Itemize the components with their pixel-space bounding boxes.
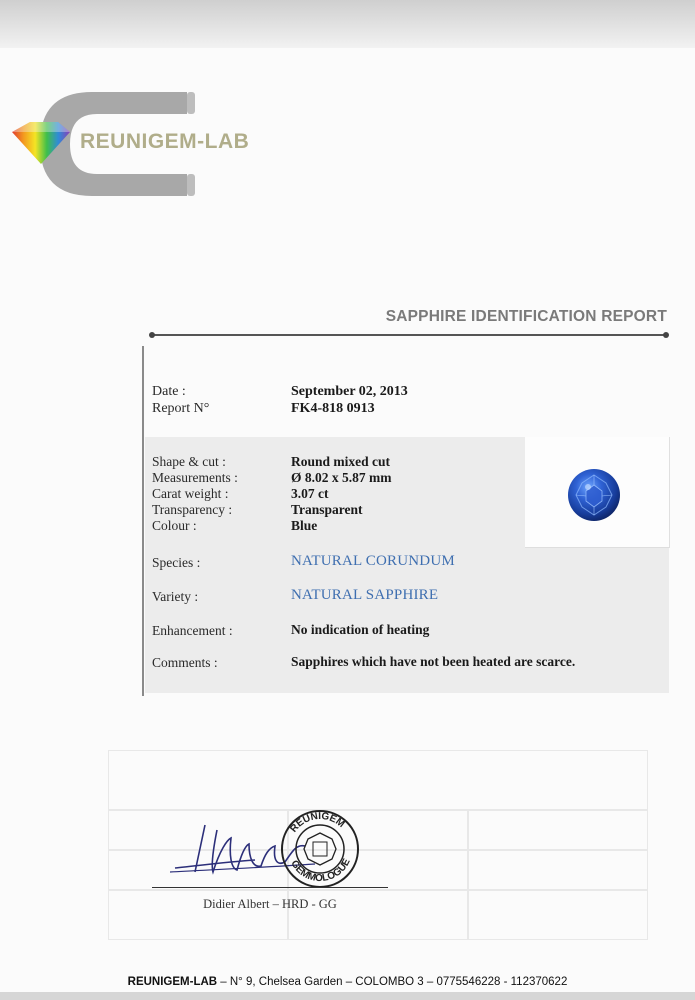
title-divider — [152, 334, 666, 336]
svg-text:GEMMOLOGUE: GEMMOLOGUE — [288, 856, 353, 885]
transparency-label: Transparency : — [152, 502, 233, 517]
comments-label: Comments : — [152, 655, 218, 670]
sapphire-image — [566, 467, 622, 523]
svg-text:REUNIGEM: REUNIGEM — [288, 810, 347, 835]
top-scan-band — [0, 0, 695, 48]
measurements-label: Measurements : — [152, 470, 238, 485]
report-number-value: FK4-818 0913 — [291, 401, 375, 416]
shape-value: Round mixed cut — [291, 454, 391, 469]
measurements-value: Ø 8.02 x 5.87 mm — [291, 470, 392, 485]
transparency-value: Transparent — [291, 502, 363, 517]
report-number-label: Report N° — [152, 401, 210, 416]
gemmologue-stamp — [276, 806, 366, 892]
signature-line — [152, 887, 388, 888]
enhancement-value: No indication of heating — [291, 622, 430, 637]
variety-label: Variety : — [152, 589, 199, 604]
carat-value: 3.07 ct — [291, 486, 329, 501]
enhancement-label: Enhancement : — [152, 623, 233, 638]
date-label: Date : — [152, 384, 186, 399]
colour-label: Colour : — [152, 518, 197, 533]
report-title: SAPPHIRE IDENTIFICATION REPORT — [385, 308, 667, 325]
date-value: September 02, 2013 — [291, 384, 408, 399]
shape-label: Shape & cut : — [152, 454, 226, 469]
carat-label: Carat weight : — [152, 486, 229, 501]
footer-address — [0, 976, 695, 988]
gem-photo-box — [525, 437, 670, 548]
signatory-name: Didier Albert – HRD - GG — [203, 897, 337, 911]
footer-lab-name: REUNIGEM-LAB — [127, 976, 218, 988]
species-label: Species : — [152, 555, 201, 570]
logo-text: REUNIGEM-LAB — [80, 130, 250, 153]
left-divider — [142, 346, 144, 696]
bottom-scan-band — [0, 992, 695, 1000]
comments-value: Sapphires which have not been heated are scarce. — [291, 654, 576, 669]
colour-value: Blue — [291, 518, 318, 533]
footer-contact: – N° 9, Chelsea Garden – COLOMBO 3 – 0775546228 - 112370622 — [217, 976, 568, 988]
variety-value: NATURAL SAPPHIRE — [291, 587, 439, 603]
species-value: NATURAL CORUNDUM — [291, 553, 455, 569]
